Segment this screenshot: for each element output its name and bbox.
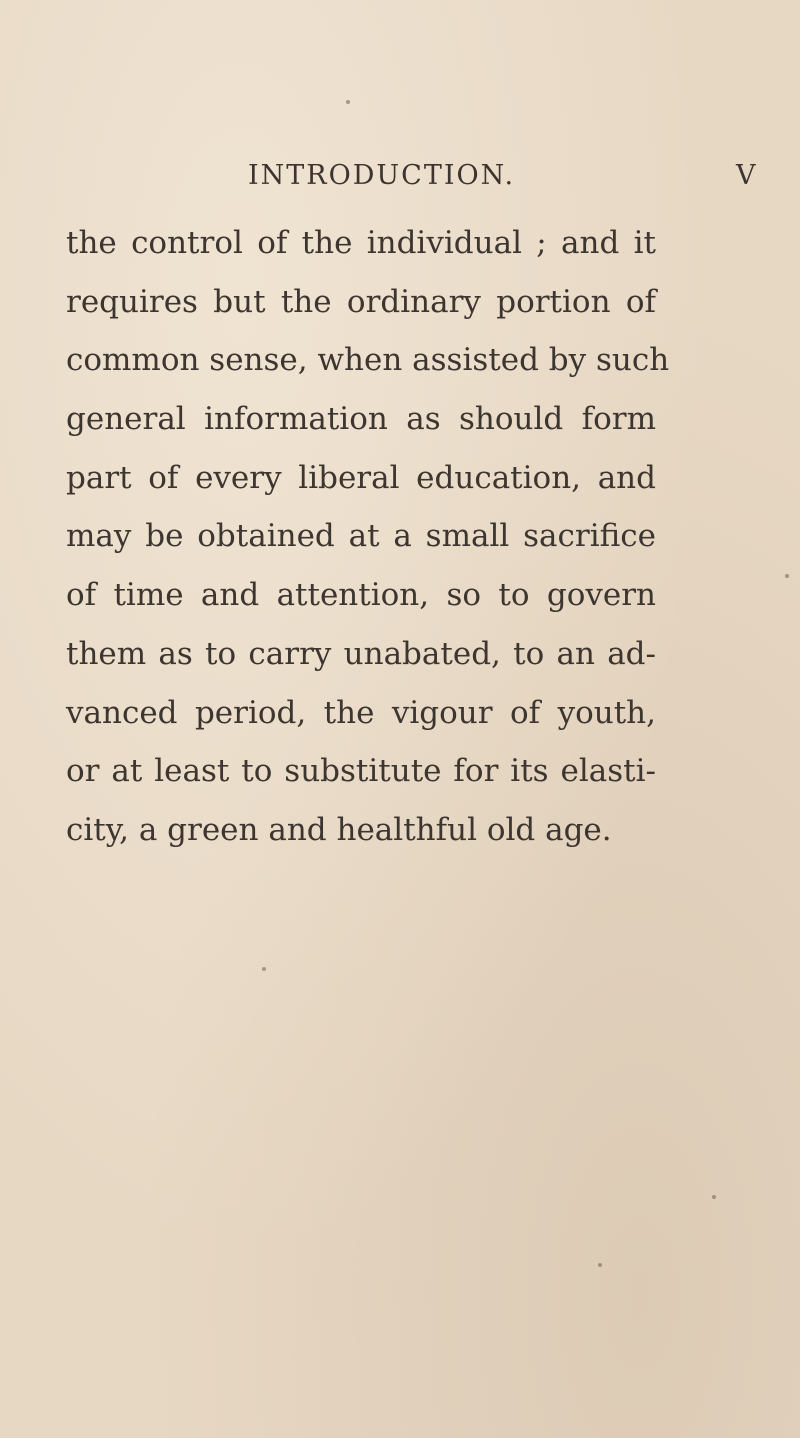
- text-line: may be obtained at a small sacrifice: [66, 518, 656, 555]
- text-line: the control of the individual ; and it: [66, 225, 656, 261]
- text-line: requires but the ordinary portion of: [66, 283, 656, 320]
- text-line: general information as should form: [66, 401, 656, 438]
- text-line: common sense, when assisted by such: [66, 342, 670, 379]
- text-line: them as to carry unabated, to an ad-: [66, 635, 656, 672]
- running-head: [248, 160, 768, 200]
- paper-speck: [598, 1263, 602, 1267]
- text-line: vanced period, the vigour of youth,: [66, 694, 656, 731]
- text-line: or at least to substitute for its elasti-: [66, 753, 656, 790]
- paper-speck: [346, 100, 350, 104]
- running-head-title: INTRODUCTION.: [248, 160, 516, 191]
- paper-speck: [262, 967, 266, 971]
- text-line: city, a green and healthful old age.: [66, 811, 612, 848]
- paper-speck: [712, 1195, 716, 1199]
- body-paragraph: [66, 214, 670, 860]
- text-line: of time and attention, so to govern: [66, 577, 656, 614]
- page-number: V: [736, 160, 756, 191]
- text-line: part of every liberal education, and: [66, 459, 656, 496]
- paper-speck: [785, 574, 789, 578]
